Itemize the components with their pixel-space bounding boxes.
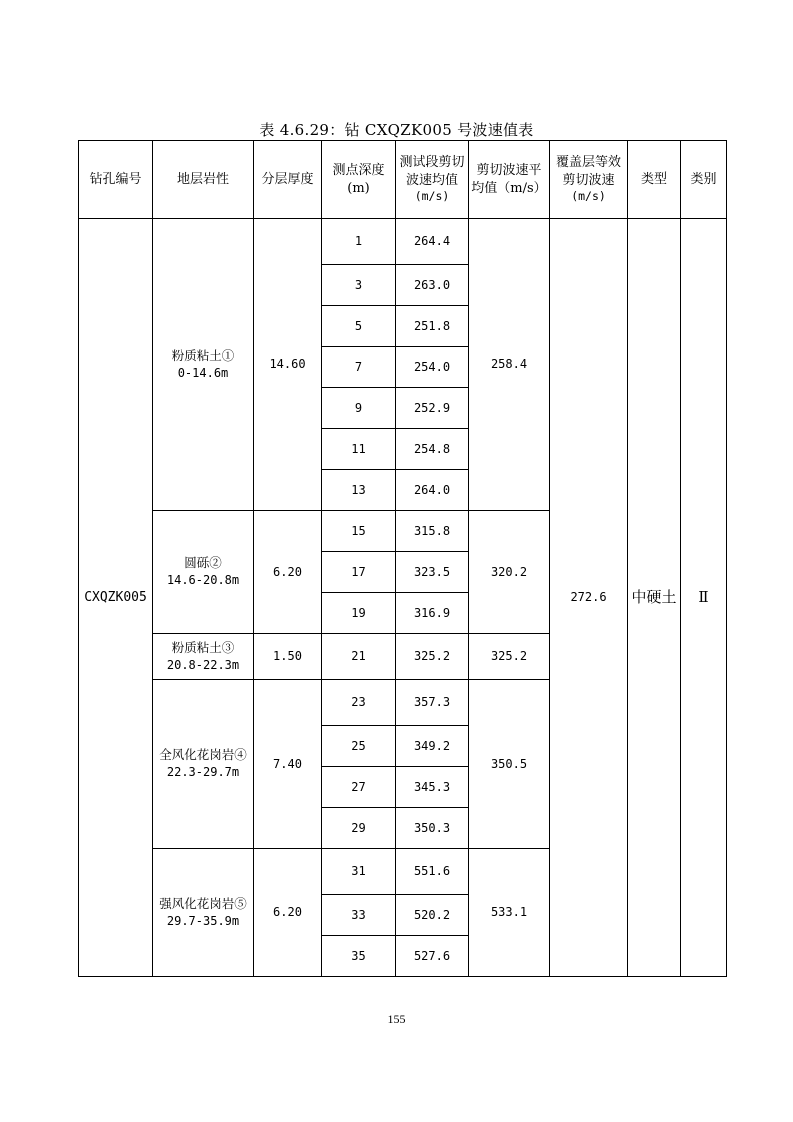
depth-cell: 21 [322,634,396,680]
depth-cell: 11 [322,429,396,470]
header-segment-speed [396,141,469,219]
stratum-name: 圆砾② [184,555,222,571]
average-speed-cell: 320.2 [469,511,550,634]
thickness-cell: 14.60 [254,219,322,511]
stratum-cell [153,849,254,977]
depth-cell: 27 [322,767,396,808]
depth-cell: 31 [322,849,396,895]
table-title: 表 4.6.29：钻 CXQZK005 号波速值表 [259,121,534,139]
speed-cell: 350.3 [396,808,469,849]
header-row [79,141,727,219]
header-equiv-line3: (m/s) [571,189,606,204]
header-seg-line2: 波速均值 [405,172,458,188]
speed-cell: 254.8 [396,429,469,470]
stratum-name: 全风化花岗岩④ [159,747,247,763]
depth-cell: 35 [322,936,396,977]
speed-cell: 527.6 [396,936,469,977]
stratum-range: 14.6-20.8m [166,573,240,588]
speed-cell: 357.3 [396,680,469,726]
equivalent-speed-cell: 272.6 [550,219,628,977]
table-row [79,219,727,265]
average-speed-cell: 350.5 [469,680,550,849]
depth-cell: 17 [322,552,396,593]
header-avg-line1: 剪切波速平 [476,162,542,178]
header-borehole: 钻孔编号 [79,141,153,219]
wave-speed-table [78,140,727,977]
depth-cell: 13 [322,470,396,511]
speed-cell: 251.8 [396,306,469,347]
average-speed-cell: 325.2 [469,634,550,680]
header-thickness: 分层厚度 [254,141,322,219]
speed-cell: 315.8 [396,511,469,552]
header-equiv-line2: 剪切波速 [562,172,615,188]
depth-cell: 1 [322,219,396,265]
speed-cell: 316.9 [396,593,469,634]
depth-cell: 15 [322,511,396,552]
header-seg-line3: (m/s) [414,189,450,204]
speed-cell: 325.2 [396,634,469,680]
stratum-range: 29.7-35.9m [166,913,240,928]
header-avg-line2: 均值（m/s） [471,180,547,196]
stratum-range: 0-14.6m [177,365,229,380]
speed-cell: 520.2 [396,895,469,936]
speed-cell: 263.0 [396,265,469,306]
header-category: 类别 [681,141,727,219]
depth-cell: 3 [322,265,396,306]
stratum-range: 20.8-22.3m [166,657,240,672]
average-speed-cell: 258.4 [469,219,550,511]
depth-cell: 7 [322,347,396,388]
thickness-cell: 7.40 [254,680,322,849]
header-depth-line2: (m) [347,180,370,196]
header-depth [322,141,396,219]
site-type-cell: 中硬土 [628,219,681,977]
stratum-cell [153,634,254,680]
header-average-speed [469,141,550,219]
speed-cell: 254.0 [396,347,469,388]
stratum-name: 粉质粘土③ [171,639,235,655]
depth-cell: 33 [322,895,396,936]
speed-cell: 264.0 [396,470,469,511]
speed-cell: 551.6 [396,849,469,895]
thickness-cell: 6.20 [254,849,322,977]
header-type: 类型 [628,141,681,219]
depth-cell: 5 [322,306,396,347]
depth-cell: 19 [322,593,396,634]
header-equiv-line1: 覆盖层等效 [555,155,621,171]
thickness-cell: 6.20 [254,511,322,634]
thickness-cell: 1.50 [254,634,322,680]
site-category-cell: Ⅱ [681,219,727,977]
stratum-range: 22.3-29.7m [166,765,240,780]
stratum-cell [153,680,254,849]
stratum-name: 粉质粘土① [171,347,235,363]
average-speed-cell: 533.1 [469,849,550,977]
depth-cell: 23 [322,680,396,726]
page-number: 155 [387,1012,406,1026]
borehole-id-cell: CXQZK005 [79,219,153,977]
depth-cell: 29 [322,808,396,849]
header-seg-line1: 测试段剪切 [399,155,465,171]
speed-cell: 264.4 [396,219,469,265]
stratum-cell [153,511,254,634]
header-depth-line1: 测点深度 [332,162,385,178]
speed-cell: 252.9 [396,388,469,429]
speed-cell: 349.2 [396,726,469,767]
header-stratum: 地层岩性 [153,141,254,219]
depth-cell: 25 [322,726,396,767]
header-equivalent-speed [550,141,628,219]
depth-cell: 9 [322,388,396,429]
stratum-cell [153,219,254,511]
stratum-name: 强风化花岗岩⑤ [159,895,247,911]
speed-cell: 345.3 [396,767,469,808]
speed-cell: 323.5 [396,552,469,593]
